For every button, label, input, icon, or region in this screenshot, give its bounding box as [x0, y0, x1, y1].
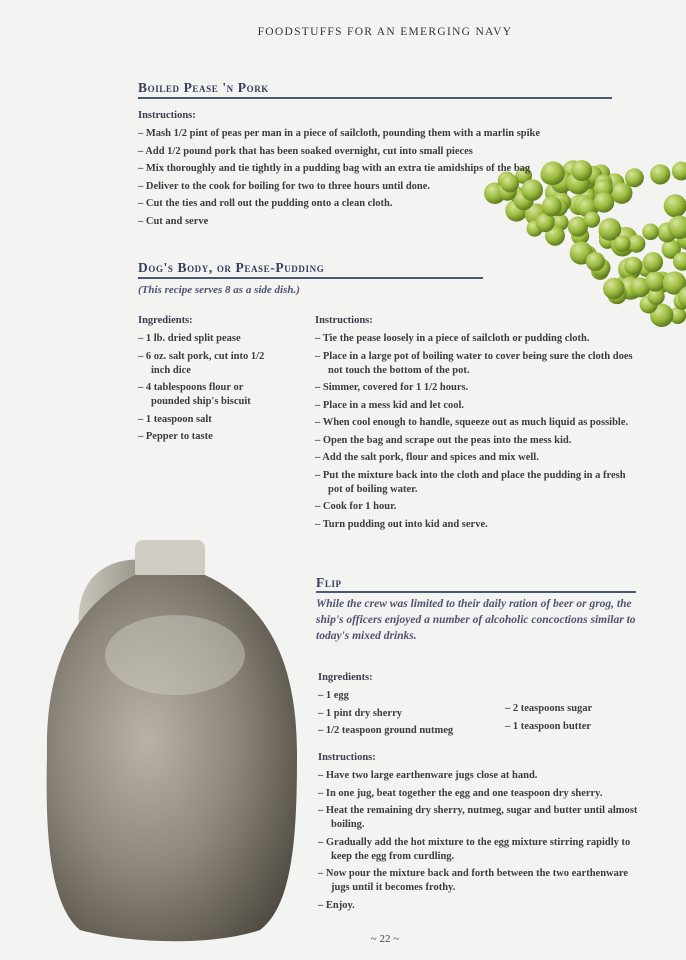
list-item: – Place in a mess kid and let cool. [315, 399, 635, 413]
list-item: – 1 teaspoon salt [138, 413, 278, 427]
instructions-label: Instructions: [138, 110, 196, 121]
ingredients-list [318, 689, 498, 742]
recipe-intro: While the crew was limited to their daily ration of beer or grog, the ship's officers enjoyed a number of alcoholic concoctions similar to today's mixed drinks. [316, 598, 636, 642]
title-rule [138, 277, 483, 279]
list-item: – 4 tablespoons flour or pounded ship's biscuit [138, 381, 278, 409]
ingredients-label: Ingredients: [138, 315, 193, 326]
recipe-title-flip: Flip [316, 575, 342, 590]
list-item: – Have two large earthenware jugs close at hand. [318, 769, 638, 783]
pea [586, 252, 605, 271]
list-item: – Mash 1/2 pint of peas per man in a piece of sailcloth, pounding them with a marlin spike [138, 127, 618, 141]
pea [664, 194, 686, 217]
list-item: – Cut and serve [138, 215, 618, 229]
list-item: – Open the bag and scrape out the peas into the mess kid. [315, 434, 635, 448]
list-item: – Now pour the mixture back and forth between the two earthenware jugs until it becomes frothy. [318, 867, 638, 895]
list-item: – Put the mixture back into the cloth and place the pudding in a fresh pot of boiling water. [315, 469, 635, 497]
list-item: – Add the salt pork, flour and spices and mix well. [315, 451, 635, 465]
list-item: – When cool enough to handle, squeeze out as much liquid as possible. [315, 416, 635, 430]
list-item: – Place in a large pot of boiling water to cover being sure the cloth does not touch the bottom of the pot. [315, 350, 635, 378]
pea [614, 235, 631, 252]
pea [672, 162, 686, 181]
ingredients-label: Ingredients: [318, 672, 373, 683]
list-item: – Mix thoroughly and tie tightly in a pudding bag with an extra tie amidships of the bag [138, 162, 618, 176]
list-item: – Deliver to the cook for boiling for two to three hours until done. [138, 180, 618, 194]
list-item: – 1 egg [318, 689, 498, 703]
list-item: – Cook for 1 hour. [315, 500, 635, 514]
recipe-subtitle: (This recipe serves 8 as a side dish.) [138, 284, 300, 296]
list-item: – 2 teaspoons sugar [505, 702, 635, 716]
list-item: – Cut the ties and roll out the pudding onto a clean cloth. [138, 197, 618, 211]
list-item: – Gradually add the hot mixture to the egg mixture stirring rapidly to keep the egg from curdling. [318, 836, 638, 864]
pea [645, 271, 665, 291]
list-item: – 1 lb. dried split pease [138, 332, 278, 346]
page-number: ~ 22 ~ [370, 933, 400, 945]
list-item: – Simmer, covered for 1 1/2 hours. [315, 381, 635, 395]
list-item: – Add 1/2 pound pork that has been soaked overnight, cut into small pieces [138, 145, 618, 159]
list-item: – 1/2 teaspoon ground nutmeg [318, 724, 498, 738]
pea [642, 223, 659, 240]
list-item: – In one jug, beat together the egg and one teaspoon dry sherry. [318, 787, 638, 801]
instructions-label: Instructions: [318, 752, 376, 763]
pea [603, 278, 625, 300]
list-item: – Heat the remaining dry sherry, nutmeg, sugar and butter until almost boiling. [318, 804, 638, 832]
list-item: – Turn pudding out into kid and serve. [315, 518, 635, 532]
list-item: – 6 oz. salt pork, cut into 1/2 inch dice [138, 350, 278, 378]
ingredients-list-2 [505, 702, 635, 737]
instructions-list [138, 127, 618, 232]
list-item: – 1 pint dry sherry [318, 707, 498, 721]
list-item: – Tie the pease loosely in a piece of sailcloth or pudding cloth. [315, 332, 635, 346]
jug-photo [35, 535, 305, 945]
instructions-list [318, 769, 638, 916]
list-item: – Pepper to taste [138, 430, 278, 444]
instructions-label: Instructions: [315, 315, 373, 326]
pea [643, 252, 663, 272]
ingredients-list [138, 332, 278, 448]
instructions-list [315, 332, 635, 535]
list-item: – Enjoy. [318, 899, 638, 913]
recipe-title-boiled-pease: Boiled Pease 'n Pork [138, 80, 269, 95]
recipe-title-dogs-body: Dog's Body, or Pease-Pudding [138, 260, 325, 275]
title-rule [316, 591, 636, 593]
title-rule [138, 97, 612, 99]
pea [650, 164, 670, 184]
running-head: FOODSTUFFS FOR AN EMERGING NAVY [257, 26, 513, 38]
list-item: – 1 teaspoon butter [505, 720, 635, 734]
pea [624, 257, 642, 275]
